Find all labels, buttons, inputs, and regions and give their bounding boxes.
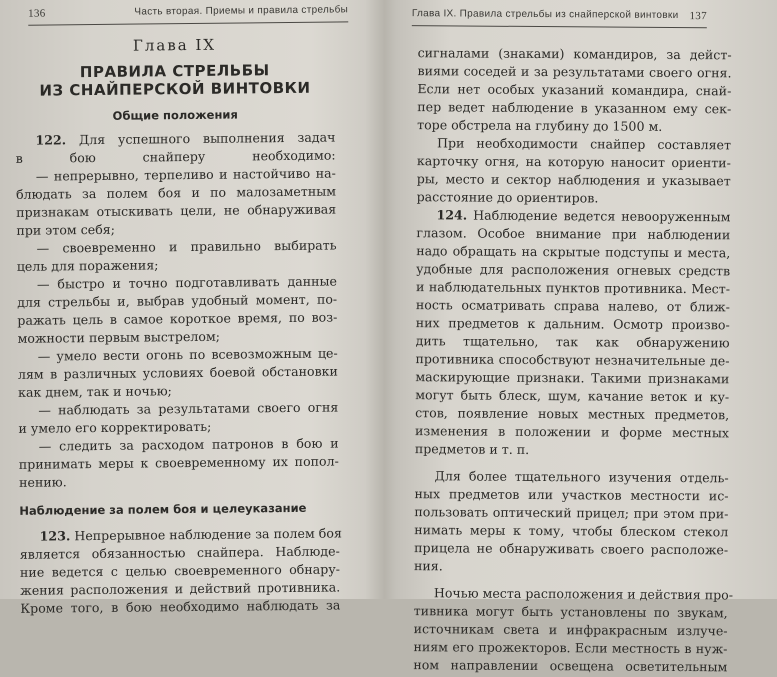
text-line: ры, место и сектор наблюдения и указывает [416, 171, 731, 189]
text-line: Ночью места расположения и действия про- [433, 585, 734, 603]
text-line: цель для поражения; [16, 257, 159, 274]
text-line: лям в различных условиях боевой обстановки [17, 363, 338, 382]
text-line: нимать меры к тому, чтобы блеском стекол [414, 522, 729, 540]
text-line: расстояние до ориентиров. [416, 189, 599, 206]
text-line: противника способствуют незначительные де- [415, 351, 730, 369]
text-line: карточку огня, на которую наносит ориенти- [416, 153, 731, 171]
text-line: при этом себя; [16, 221, 116, 238]
text-line: ния. [413, 558, 443, 574]
text-line: 123. Непрерывное наблюдение за полем боя [39, 525, 342, 544]
text-line: — своевременно и правильно выбирать [36, 237, 337, 256]
text-line: принимать меры к своевременному их попол- [18, 453, 339, 472]
left-running-head [28, 4, 348, 25]
text-line: источникам света и инфракрасным излуче- [413, 621, 728, 639]
text-line: пользовать оптический прицел; при этом при- [414, 504, 729, 522]
text-line: виями соседей и за результатами своего огня. [417, 63, 732, 81]
text-line: маскирующие признаки. Такими признаками [415, 369, 730, 387]
chapter-heading: Глава IX [132, 35, 217, 55]
right-running-head-text: Глава IX. Правила стрельбы из снайперской винтовки [411, 8, 679, 22]
text-line: могут быть блеск, шум, качание веток и ку- [415, 387, 730, 405]
text-line: надо обращать на скрытые подступы и места, [416, 243, 731, 261]
text-line: прицела не обнаруживать своего расположе- [414, 540, 729, 558]
section-heading-general: Общие положения [112, 107, 238, 123]
text-line: ном направлении освещена осветительным [413, 657, 728, 675]
text-line: признакам отыскивать цели, не обнаруживая [16, 201, 337, 220]
text-line: стов, появление новых местных предметов, [415, 405, 730, 423]
text-line: удобные для расположения огневых средств [416, 261, 731, 279]
text-line: — умело вести огонь по всевозможным це- [37, 345, 338, 364]
text-line: Для более тщательного изучения отдель- [434, 468, 729, 486]
section-heading-observation: Наблюдение за полем боя и целеуказание [19, 500, 307, 518]
paragraph-number: 123. [39, 528, 71, 544]
chapter-title-line-2: ИЗ СНАЙПЕРСКОЙ ВИНТОВКИ [39, 78, 311, 100]
left-body [14, 33, 340, 618]
text-line: 124. Наблюдение ведется невооруженным [436, 207, 731, 225]
right-body [413, 44, 734, 676]
text-line: глазом. Особое внимание при наблюдении [416, 225, 731, 243]
text-line: — следить за расходом патронов в бою и [38, 435, 339, 454]
text-line: жения расположения и действий противника. [20, 579, 341, 598]
text-line: нению. [18, 474, 67, 490]
text-line: — непрерывно, терпеливо и настойчиво на- [35, 165, 336, 184]
right-page [388, 0, 777, 675]
text-line: блюдать за полем боя и по малозаметным [15, 183, 337, 202]
text-line: — быстро и точно подготавливать данные [36, 273, 338, 292]
text-line: пер ведет наблюдение в указанном ему сек- [417, 99, 732, 117]
text-line: является обязанностью снайпера. Наблюде- [19, 543, 340, 562]
text-line: Если нет особых указаний командира, снай- [417, 81, 732, 99]
left-page-number: 136 [28, 7, 46, 20]
left-running-head-text: Часть вторая. Приемы и правила стрельбы [134, 4, 349, 18]
text-line: и наблюдательных пунктов противника. Мест- [415, 279, 731, 297]
text-line: для стрельбы и, выбрав удобный момент, по- [17, 291, 338, 310]
right-page-number: 137 [689, 10, 707, 23]
text-line: Кроме того, в бою необходимо наблюдать за [20, 597, 341, 616]
text-line: ниям его прожекторов. Если местность в нуж- [413, 639, 728, 657]
text-line: дить тщательно, так как обнаружению [415, 333, 730, 351]
text-line: ность осматривать справа налево, от ближ- [415, 297, 730, 315]
text-line: При необходимости снайпер составляет [436, 135, 732, 153]
text-line: торе обстрела на глубину до 1500 м. [417, 117, 663, 134]
text-line: и умело его корректировать; [18, 418, 212, 436]
left-page [0, 0, 394, 616]
text-line: тивника могут быть установлены по звукам, [413, 603, 728, 621]
text-line: — наблюдать за результатами своего огня [38, 399, 339, 418]
paragraph-number: 124. [436, 207, 468, 223]
text-line: как днем, так и ночью; [18, 383, 172, 400]
text-line: предметов и т. п. [414, 441, 530, 457]
chapter-title-line-1: ПРАВИЛА СТРЕЛЬБЫ [79, 61, 270, 82]
text-line: них предметов к дальним. Осмотр произво- [415, 315, 730, 333]
right-running-head [412, 8, 707, 28]
text-line: можности первым выстрелом; [17, 328, 221, 346]
text-line: изменения в положении и форме местных [414, 423, 730, 441]
text-line: ражать цель в самое короткое время, по воз- [17, 309, 338, 328]
paragraph-number: 122. [35, 132, 67, 148]
text-line: сигналами (знаками) командиров, за дейст- [417, 45, 732, 63]
text-line: 122. Для успешного выполнения задач [35, 129, 336, 148]
text-line: в бою снайперу необходимо: [15, 147, 336, 166]
text-line: ных предметов или участков местности ис- [414, 486, 729, 504]
text-line: ние ведется с целью своевременного обнару- [19, 561, 341, 580]
